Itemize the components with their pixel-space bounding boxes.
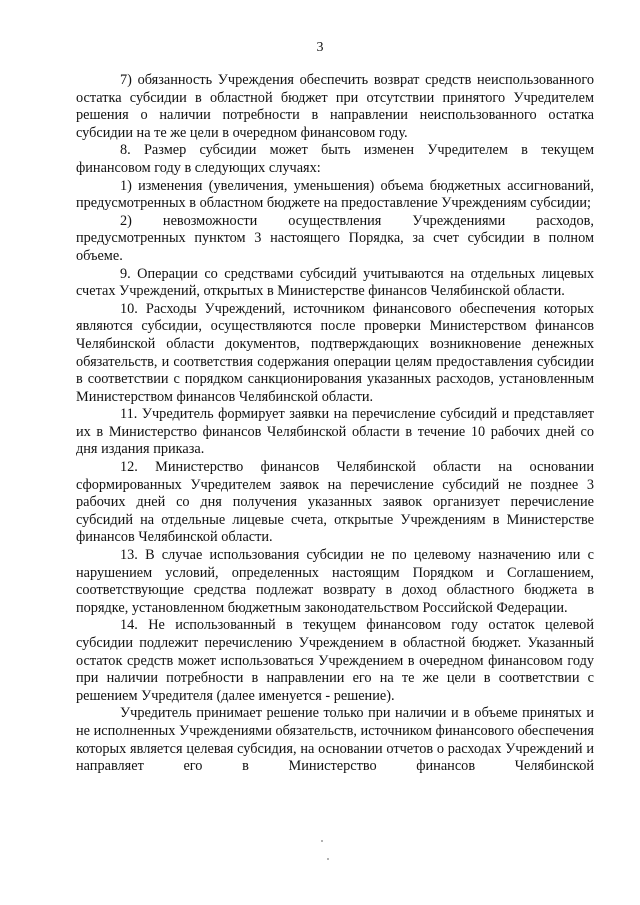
paragraph-13-misuse-return: 13. В случае использования субсидии не по целевому назначению или с нарушением условий, определенных настоящим Порядком и Соглашением, соответствующие средства подлежат возврату в доход областного бюджета в порядке, установленном бюджетным законодательством Российской Федерации. (76, 547, 594, 616)
scan-speck (321, 840, 323, 842)
page-number: 3 (316, 40, 324, 55)
paragraph-8-case-1: 1) изменения (увеличения, уменьшения) объема бюджетных ассигнований, предусмотренных в областном бюджете на предоставление Учреждениям субсидии; (76, 177, 594, 212)
paragraph-14-unused-balance: 14. Не использованный в текущем финансовом году остаток целевой субсидии подлежит перечислению Учреждением в областной бюджет. Указанный остаток средств может использоваться Учреждением в очередном финансовом году при наличии потребности в направлении его на те же цели в соответствии с решением Учредителя (далее именуется - решение). (76, 617, 594, 704)
paragraph-8-case-2: 2) невозможности осуществления Учреждениями расходов, предусмотренных пунктом 3 настоящего Порядка, за счет субсидии в полном объеме. (76, 212, 594, 264)
paragraph-founder-decision: Учредитель принимает решение только при наличии и в объеме принятых и не исполненных Учреждениями обязательств, источником финансового обеспечения которых является целевая субсидия, на основании отчетов о расходах Учреждений и направляет его в Министерство финансов Челябинской (76, 705, 594, 775)
paragraph-10-expenses: 10. Расходы Учреждений, источником финансового обеспечения которых являются субсидии, осуществляются после проверки Министерством финансов Челябинской области документов, подтверждающих возникновение денежных обязательств, и соответствия содержания операции целям предоставления субсидии в соответствии с порядком санкционирования указанных расходов, установленным Министерством финансов Челябинской области. (76, 300, 594, 405)
paragraph-7-obligation: 7) обязанность Учреждения обеспечить возврат средств неиспользованного остатка субсидии в областной бюджет при отсутствии принятого Учредителем решения о наличии потребности в направлении неиспользованного остатка субсидии на те же цели в очередном финансовом году. (76, 72, 594, 141)
scan-speck (327, 858, 329, 860)
paragraph-12-ministry-transfer: 12. Министерство финансов Челябинской области на основании сформированных Учредителем заявок на перечисление субсидий не позднее 3 рабочих дней со дня получения указанных заявок организует перечисление субсидий на отдельные лицевые счета, открытые Учреждениям в Министерстве финансов Челябинской области. (76, 459, 594, 546)
paragraph-11-requests: 11. Учредитель формирует заявки на перечисление субсидий и представляет их в Министерство финансов Челябинской области в течение 10 рабочих дней со дня издания приказа. (76, 406, 594, 458)
document-body (76, 72, 594, 776)
paragraph-8-subsidy-size: 8. Размер субсидии может быть изменен Учредителем в текущем финансовом году в следующих случаях: (76, 142, 594, 176)
paragraph-9-operations: 9. Операции со средствами субсидий учитываются на отдельных лицевых счетах Учреждений, открытых в Министерстве финансов Челябинской области. (76, 265, 594, 300)
